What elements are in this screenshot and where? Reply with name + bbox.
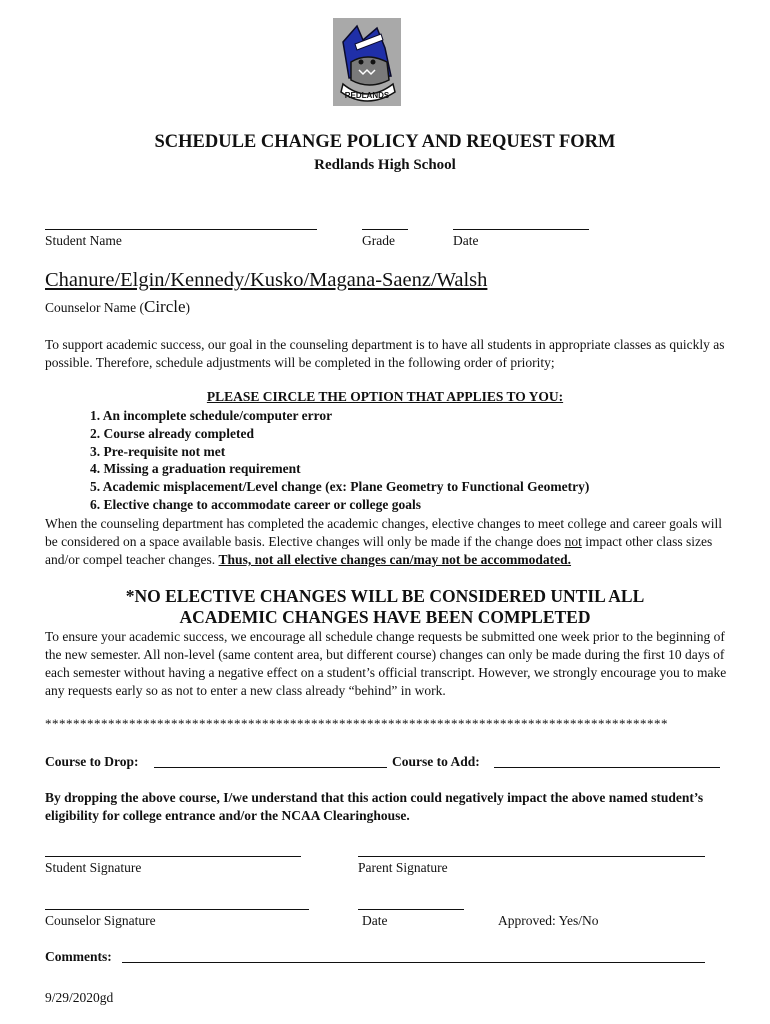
course-add-field[interactable] <box>494 767 720 768</box>
student-name-field[interactable] <box>45 229 317 230</box>
option-item[interactable]: 3. Pre-requisite not met <box>90 443 226 459</box>
option-item[interactable]: 4. Missing a graduation requirement <box>90 461 301 477</box>
option-item[interactable]: 6. Elective change to accommodate career or college goals <box>90 496 422 512</box>
date-label: Date <box>453 233 479 248</box>
student-name-label: Student Name <box>45 233 122 248</box>
course-drop-field[interactable] <box>154 767 387 768</box>
comments-field[interactable] <box>122 962 705 963</box>
elective-paragraph <box>45 515 735 569</box>
school-name: Redlands High School <box>314 157 456 173</box>
counselor-signature-label: Counselor Signature <box>45 913 156 928</box>
counselor-date-label: Date <box>362 913 388 928</box>
option-item[interactable]: 2. Course already completed <box>90 425 254 441</box>
elective-text-not: not <box>564 534 582 549</box>
elective-text-part2: impact other class sizes and/or compel teacher changes. <box>45 534 713 567</box>
student-signature-field[interactable] <box>45 856 301 857</box>
notice-line-2: ACADEMIC CHANGES HAVE BEEN COMPLETED <box>179 607 591 627</box>
notice-line-1: *NO ELECTIVE CHANGES WILL BE CONSIDERED UNTIL ALL <box>125 586 645 606</box>
options-list <box>90 407 589 514</box>
course-drop-label: Course to Drop: <box>45 754 139 769</box>
elective-emphasis: Thus, not all elective changes can/may not be accommodated. <box>218 552 572 567</box>
acknowledgement-text: By dropping the above course, I/we understand that this action could negatively impact the above named student’s eligibility for college entrance and/or the NCAA Clearinghouse. <box>45 790 704 823</box>
option-item[interactable]: 1. An incomplete schedule/computer error <box>90 408 333 423</box>
elective-text-part1: When the counseling department has completed the academic changes, elective changes to meet college and career goals will be considered on a space available basis. Elective changes will only be made if the change does <box>45 516 722 549</box>
date-field[interactable] <box>453 229 589 230</box>
counselor-label-prefix: Counselor Name ( <box>45 300 144 315</box>
comments-label: Comments: <box>45 949 112 964</box>
counselor-signature-field[interactable] <box>45 909 309 910</box>
course-add-label: Course to Add: <box>392 754 480 769</box>
counselor-label-suffix: ) <box>185 300 191 315</box>
option-item[interactable]: 5. Academic misplacement/Level change (ex: Plane Geometry to Functional Geometry) <box>90 479 590 495</box>
counselor-name-label <box>45 297 190 317</box>
counselor-names[interactable]: Chanure/Elgin/Kennedy/Kusko/Magana-Saenz/Walsh <box>45 269 488 291</box>
options-heading: PLEASE CIRCLE THE OPTION THAT APPLIES TO YOU: <box>206 389 564 404</box>
star-separator: ***************************************************************************************** <box>45 716 668 731</box>
counselor-date-field[interactable] <box>358 909 464 910</box>
form-title: SCHEDULE CHANGE POLICY AND REQUEST FORM <box>154 132 616 152</box>
grade-label: Grade <box>362 233 395 248</box>
approved-label[interactable]: Approved: Yes/No <box>498 913 599 928</box>
footer-date: 9/29/2020gd <box>45 990 114 1005</box>
ensure-paragraph: To ensure your academic success, we encourage all schedule change requests be submitted one week prior to the beginning of the new semester. All non-level (same content area, but different course) changes can only be made during the first 10 days of each semester without having a negative effect on a student’s official transcript. However, we strongly encourage you to make any requests early so as not to enter a new class already “behind” in work. <box>45 629 727 698</box>
intro-paragraph: To support academic success, our goal in the counseling department is to have all students in appropriate classes as quickly as possible. Therefore, schedule adjustments will be completed in the following order of priority; <box>45 337 725 370</box>
parent-signature-label: Parent Signature <box>358 860 448 875</box>
counselor-label-circle: Circle <box>143 297 186 316</box>
svg-text:REDLANDS: REDLANDS <box>344 91 390 100</box>
grade-field[interactable] <box>362 229 408 230</box>
wolf-mascot-icon <box>333 18 401 106</box>
parent-signature-field[interactable] <box>358 856 705 857</box>
redlands-mascot-logo <box>333 18 401 106</box>
student-signature-label: Student Signature <box>45 860 142 875</box>
